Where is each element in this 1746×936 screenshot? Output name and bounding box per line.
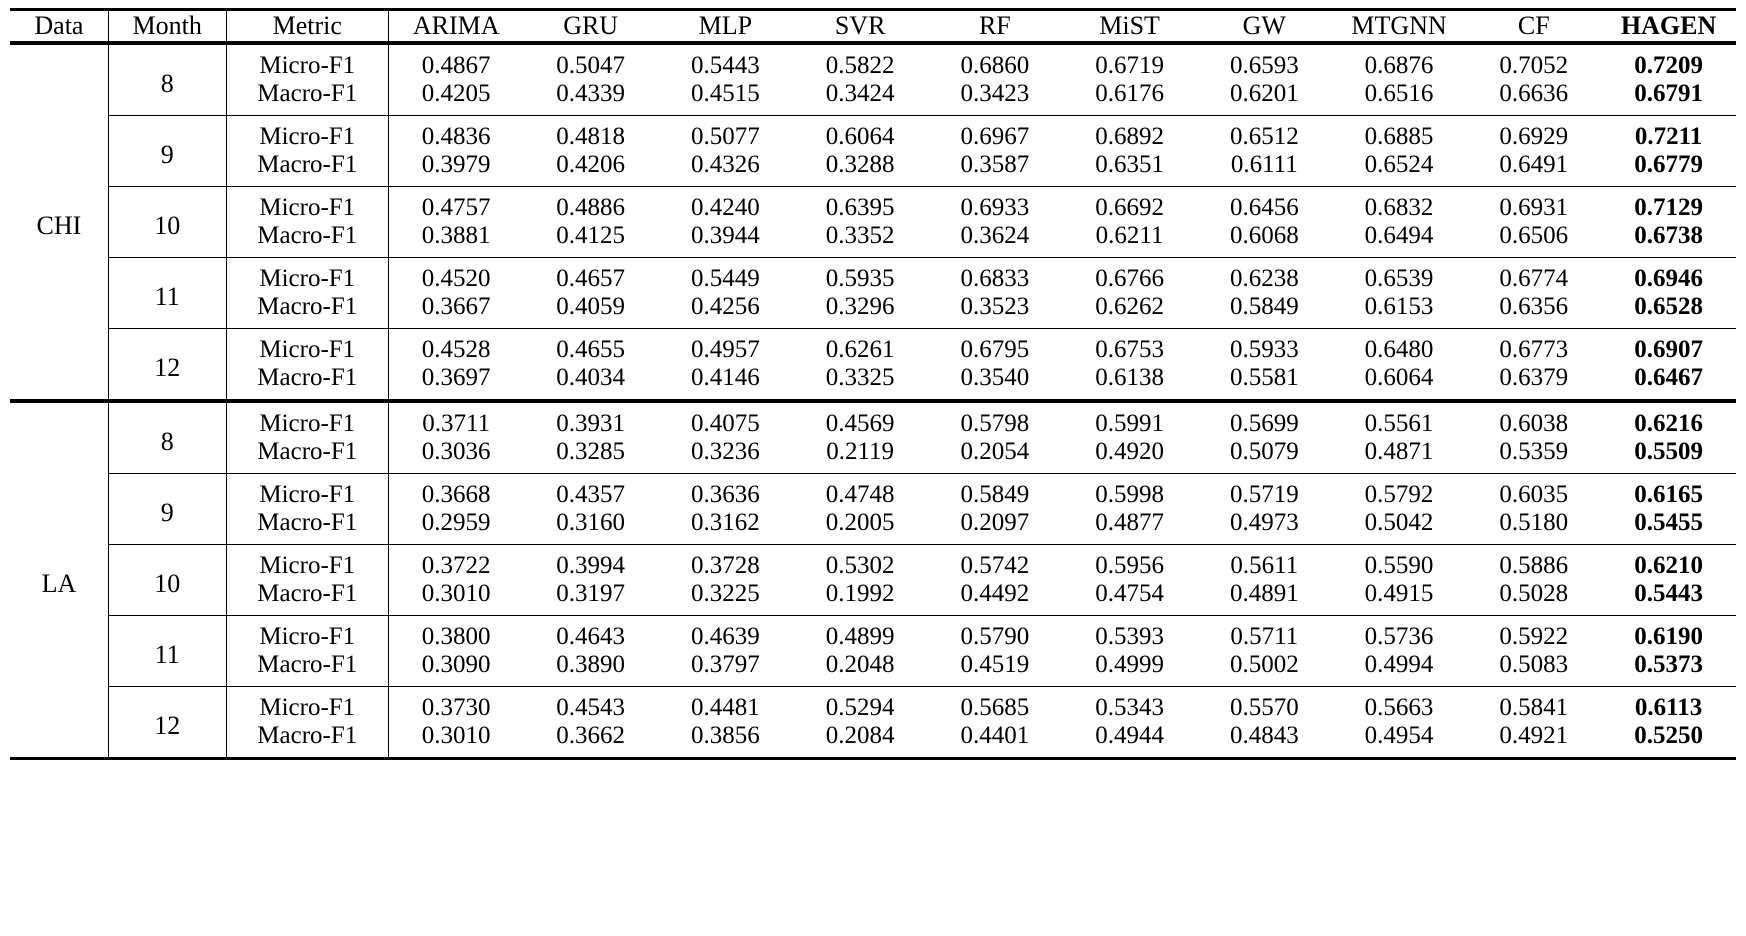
cell-cf: 0.5180 xyxy=(1499,509,1569,536)
cell-rf: 0.6833 xyxy=(927,258,1062,294)
month-label-chi-10: 10 xyxy=(108,187,226,258)
cell-hagen: 0.7209 xyxy=(1634,52,1703,79)
metric-label: Macro-F1 xyxy=(226,151,389,187)
cell-gru: 0.3285 xyxy=(556,438,626,465)
cell-mtgnn: 0.5561 xyxy=(1364,410,1434,437)
column-header-metric: Metric xyxy=(226,11,389,43)
cell-mist: 0.4944 xyxy=(1095,722,1164,749)
metric-label: Micro-F1 xyxy=(226,258,389,294)
month-label-chi-12: 12 xyxy=(108,329,226,401)
cell-mist: 0.4877 xyxy=(1095,509,1164,536)
cell-gru: 0.4034 xyxy=(556,364,626,391)
cell-hagen: 0.7129 xyxy=(1601,187,1736,223)
cell-mist: 0.6692 xyxy=(1062,187,1197,223)
cell-mtgnn: 0.5590 xyxy=(1332,545,1467,581)
cell-gru: 0.3890 xyxy=(556,651,626,678)
table-row xyxy=(10,616,1736,652)
column-header-cf: CF xyxy=(1517,11,1550,40)
metric-label: Macro-F1 xyxy=(226,293,389,329)
cell-gw: 0.6512 xyxy=(1197,116,1332,152)
dataset-label-la: LA xyxy=(41,568,77,598)
cell-arima: 0.3979 xyxy=(389,151,524,187)
cell-rf: 0.5742 xyxy=(927,545,1062,581)
cell-gw: 0.5002 xyxy=(1229,651,1299,678)
metric-label: Macro-F1 xyxy=(226,222,389,258)
cell-hagen: 0.6946 xyxy=(1601,258,1736,294)
month-label-chi-9: 9 xyxy=(108,116,226,187)
cell-mlp: 0.3797 xyxy=(691,651,760,678)
cell-gw: 0.6068 xyxy=(1229,222,1299,249)
cell-arima: 0.4520 xyxy=(389,258,524,294)
cell-mtgnn: 0.6876 xyxy=(1364,52,1434,79)
metric-label: Macro-F1 xyxy=(226,722,389,759)
cell-gw: 0.5699 xyxy=(1229,410,1299,437)
cell-gw: 0.6238 xyxy=(1197,258,1332,294)
column-header-mist: MiST xyxy=(1099,11,1160,40)
cell-rf: 0.6933 xyxy=(927,187,1062,223)
metric-label: Macro-F1 xyxy=(226,580,389,616)
cell-gw: 0.6111 xyxy=(1230,151,1298,178)
cell-hagen: 0.6738 xyxy=(1634,222,1703,249)
cell-rf: 0.2054 xyxy=(960,438,1030,465)
table-row xyxy=(10,509,1736,545)
metric-label: Macro-F1 xyxy=(226,364,389,401)
cell-mlp: 0.3636 xyxy=(658,474,793,510)
cell-arima: 0.3010 xyxy=(389,580,524,616)
cell-hagen: 0.5250 xyxy=(1634,722,1703,749)
cell-hagen: 0.6528 xyxy=(1634,293,1703,320)
month-label-la-10: 10 xyxy=(108,545,226,616)
cell-mlp: 0.4481 xyxy=(658,687,793,723)
cell-mist: 0.4754 xyxy=(1095,580,1164,607)
cell-hagen: 0.6190 xyxy=(1601,616,1736,652)
cell-svr: 0.4748 xyxy=(793,474,928,510)
metric-label: Micro-F1 xyxy=(226,116,389,152)
metric-label: Micro-F1 xyxy=(226,545,389,581)
cell-svr: 0.4899 xyxy=(793,616,928,652)
column-header-arima: ARIMA xyxy=(389,11,524,43)
column-header-svr: SVR xyxy=(834,11,886,40)
cell-gw: 0.4891 xyxy=(1229,580,1299,607)
column-header-data: Data xyxy=(34,11,84,40)
column-header-gw: GW xyxy=(1242,11,1286,40)
cell-svr: 0.4569 xyxy=(825,410,895,437)
cell-gru: 0.5047 xyxy=(556,52,626,79)
cell-gru: 0.4818 xyxy=(523,116,658,152)
cell-mist: 0.5393 xyxy=(1062,616,1197,652)
metric-label: Micro-F1 xyxy=(226,329,389,365)
cell-cf: 0.6491 xyxy=(1499,151,1569,178)
cell-mlp: 0.4146 xyxy=(691,364,760,391)
metric-label: Micro-F1 xyxy=(226,474,389,510)
cell-mtgnn: 0.5792 xyxy=(1332,474,1467,510)
results-table xyxy=(10,8,1736,760)
cell-rf: 0.5849 xyxy=(927,474,1062,510)
cell-svr: 0.3288 xyxy=(825,151,895,178)
cell-hagen: 0.6210 xyxy=(1601,545,1736,581)
cell-arima: 0.3036 xyxy=(389,438,524,474)
metric-label: Macro-F1 xyxy=(226,509,389,545)
cell-arima: 0.3010 xyxy=(389,722,524,759)
cell-mtgnn: 0.6524 xyxy=(1364,151,1434,178)
cell-cf: 0.6356 xyxy=(1499,293,1569,320)
cell-gru: 0.3994 xyxy=(523,545,658,581)
cell-hagen: 0.6467 xyxy=(1634,364,1703,391)
cell-mlp: 0.3162 xyxy=(691,509,760,536)
cell-mist: 0.5998 xyxy=(1062,474,1197,510)
cell-mlp: 0.3856 xyxy=(691,722,760,749)
table-row xyxy=(10,580,1736,616)
cell-rf: 0.6860 xyxy=(960,52,1030,79)
cell-gw: 0.5611 xyxy=(1197,545,1332,581)
cell-gw: 0.5849 xyxy=(1229,293,1299,320)
cell-mtgnn: 0.6153 xyxy=(1364,293,1434,320)
cell-cf: 0.6774 xyxy=(1466,258,1601,294)
metric-label: Micro-F1 xyxy=(226,187,389,223)
cell-gw: 0.5570 xyxy=(1197,687,1332,723)
cell-mlp: 0.4256 xyxy=(691,293,760,320)
cell-mtgnn: 0.4994 xyxy=(1364,651,1434,678)
cell-mist: 0.6351 xyxy=(1095,151,1164,178)
cell-arima: 0.3090 xyxy=(389,651,524,687)
cell-gru: 0.4206 xyxy=(556,151,626,178)
cell-mist: 0.6766 xyxy=(1062,258,1197,294)
cell-svr: 0.1992 xyxy=(825,580,895,607)
cell-cf: 0.6929 xyxy=(1466,116,1601,152)
month-label-chi-8: 8 xyxy=(108,45,226,116)
cell-mlp: 0.4326 xyxy=(691,151,760,178)
table-row xyxy=(10,80,1736,116)
cell-mtgnn: 0.6885 xyxy=(1332,116,1467,152)
cell-arima: 0.4205 xyxy=(389,80,524,116)
cell-mlp: 0.4639 xyxy=(658,616,793,652)
cell-cf: 0.6035 xyxy=(1466,474,1601,510)
table-row xyxy=(10,545,1736,581)
cell-arima: 0.3711 xyxy=(389,403,524,438)
cell-gw: 0.5719 xyxy=(1197,474,1332,510)
column-header-rf: RF xyxy=(978,11,1011,40)
cell-mtgnn: 0.6480 xyxy=(1332,329,1467,365)
cell-mist: 0.6753 xyxy=(1062,329,1197,365)
cell-gru: 0.3197 xyxy=(556,580,626,607)
table-row xyxy=(10,474,1736,510)
cell-gru: 0.4655 xyxy=(523,329,658,365)
cell-svr: 0.5302 xyxy=(793,545,928,581)
cell-cf: 0.4921 xyxy=(1499,722,1569,749)
cell-mlp: 0.5077 xyxy=(658,116,793,152)
cell-cf: 0.5028 xyxy=(1499,580,1569,607)
cell-mlp: 0.5443 xyxy=(691,52,760,79)
month-label-la-8: 8 xyxy=(108,403,226,474)
cell-mist: 0.5343 xyxy=(1062,687,1197,723)
cell-cf: 0.6506 xyxy=(1499,222,1569,249)
cell-arima: 0.3722 xyxy=(389,545,524,581)
cell-arima: 0.4757 xyxy=(389,187,524,223)
cell-mtgnn: 0.4915 xyxy=(1364,580,1434,607)
table-row xyxy=(10,116,1736,152)
cell-mtgnn: 0.5042 xyxy=(1364,509,1434,536)
cell-mtgnn: 0.6516 xyxy=(1364,80,1434,107)
metric-label: Micro-F1 xyxy=(226,687,389,723)
cell-rf: 0.5790 xyxy=(927,616,1062,652)
cell-rf: 0.5685 xyxy=(927,687,1062,723)
cell-mist: 0.4920 xyxy=(1095,438,1164,465)
cell-hagen: 0.6791 xyxy=(1634,80,1703,107)
metric-label: Macro-F1 xyxy=(226,80,389,116)
cell-arima: 0.3881 xyxy=(389,222,524,258)
month-label-la-11: 11 xyxy=(108,616,226,687)
cell-arima: 0.4528 xyxy=(389,329,524,365)
cell-mlp: 0.3236 xyxy=(691,438,760,465)
cell-hagen: 0.5373 xyxy=(1634,651,1703,678)
cell-mist: 0.5956 xyxy=(1062,545,1197,581)
table-row xyxy=(10,364,1736,401)
column-header-gru: GRU xyxy=(563,11,619,40)
table-row xyxy=(10,722,1736,759)
cell-mlp: 0.4075 xyxy=(691,410,760,437)
cell-arima: 0.3667 xyxy=(389,293,524,329)
cell-svr: 0.5294 xyxy=(793,687,928,723)
column-header-mtgnn: MTGNN xyxy=(1351,11,1447,40)
cell-mlp: 0.3944 xyxy=(691,222,760,249)
cell-cf: 0.6636 xyxy=(1499,80,1569,107)
metric-label: Macro-F1 xyxy=(226,438,389,474)
cell-svr: 0.5822 xyxy=(825,52,895,79)
table-header-row xyxy=(10,11,1736,43)
table-row xyxy=(10,329,1736,365)
table-row xyxy=(10,438,1736,474)
cell-gru: 0.4886 xyxy=(523,187,658,223)
cell-gw: 0.6456 xyxy=(1197,187,1332,223)
cell-mlp: 0.4515 xyxy=(691,80,760,107)
cell-rf: 0.4492 xyxy=(960,580,1030,607)
cell-cf: 0.5886 xyxy=(1466,545,1601,581)
cell-mlp: 0.4240 xyxy=(658,187,793,223)
cell-rf: 0.5798 xyxy=(960,410,1030,437)
cell-cf: 0.5922 xyxy=(1466,616,1601,652)
cell-arima: 0.3697 xyxy=(389,364,524,401)
cell-mtgnn: 0.6064 xyxy=(1364,364,1434,391)
cell-rf: 0.2097 xyxy=(960,509,1030,536)
table-row xyxy=(10,403,1736,438)
cell-cf: 0.5841 xyxy=(1466,687,1601,723)
cell-gw: 0.5711 xyxy=(1197,616,1332,652)
cell-mtgnn: 0.4954 xyxy=(1364,722,1434,749)
dataset-label-chi: CHI xyxy=(36,210,82,240)
cell-svr: 0.3296 xyxy=(825,293,895,320)
table-bottom-rule xyxy=(10,759,1736,761)
month-label-la-12: 12 xyxy=(108,687,226,759)
cell-arima: 0.4836 xyxy=(389,116,524,152)
cell-mtgnn: 0.5736 xyxy=(1332,616,1467,652)
cell-gru: 0.4125 xyxy=(556,222,626,249)
cell-rf: 0.3624 xyxy=(960,222,1030,249)
month-label-la-9: 9 xyxy=(108,474,226,545)
cell-cf: 0.6931 xyxy=(1466,187,1601,223)
cell-rf: 0.6967 xyxy=(927,116,1062,152)
cell-mtgnn: 0.6494 xyxy=(1364,222,1434,249)
cell-mtgnn: 0.6539 xyxy=(1332,258,1467,294)
cell-rf: 0.3540 xyxy=(960,364,1030,391)
cell-rf: 0.4401 xyxy=(960,722,1030,749)
cell-mtgnn: 0.6832 xyxy=(1332,187,1467,223)
cell-svr: 0.6261 xyxy=(793,329,928,365)
cell-svr: 0.3352 xyxy=(825,222,895,249)
table-row xyxy=(10,687,1736,723)
metric-label: Micro-F1 xyxy=(226,45,389,80)
cell-mist: 0.6719 xyxy=(1095,52,1164,79)
cell-svr: 0.6395 xyxy=(793,187,928,223)
cell-hagen: 0.6165 xyxy=(1601,474,1736,510)
cell-gru: 0.4543 xyxy=(523,687,658,723)
table-row xyxy=(10,651,1736,687)
cell-svr: 0.2005 xyxy=(825,509,895,536)
cell-rf: 0.3587 xyxy=(960,151,1030,178)
table-row xyxy=(10,151,1736,187)
cell-gru: 0.4357 xyxy=(523,474,658,510)
cell-gru: 0.3662 xyxy=(556,722,626,749)
cell-gw: 0.5079 xyxy=(1229,438,1299,465)
metric-label: Micro-F1 xyxy=(226,403,389,438)
cell-mlp: 0.5449 xyxy=(658,258,793,294)
cell-hagen: 0.5455 xyxy=(1634,509,1703,536)
cell-mist: 0.6211 xyxy=(1095,222,1164,249)
cell-arima: 0.2959 xyxy=(389,509,524,545)
cell-mist: 0.6138 xyxy=(1095,364,1164,391)
cell-arima: 0.3730 xyxy=(389,687,524,723)
cell-hagen: 0.6907 xyxy=(1601,329,1736,365)
table-row xyxy=(10,222,1736,258)
cell-hagen: 0.6216 xyxy=(1634,410,1703,437)
table-row xyxy=(10,293,1736,329)
column-header-hagen: HAGEN xyxy=(1620,11,1717,40)
cell-mist: 0.6176 xyxy=(1095,80,1164,107)
cell-cf: 0.7052 xyxy=(1499,52,1569,79)
cell-svr: 0.2048 xyxy=(825,651,895,678)
cell-hagen: 0.6113 xyxy=(1601,687,1736,723)
cell-cf: 0.5083 xyxy=(1499,651,1569,678)
cell-gw: 0.6593 xyxy=(1229,52,1299,79)
cell-hagen: 0.5443 xyxy=(1634,580,1703,607)
table-row xyxy=(10,45,1736,80)
cell-svr: 0.3424 xyxy=(825,80,895,107)
cell-svr: 0.2119 xyxy=(826,438,895,465)
cell-cf: 0.6773 xyxy=(1466,329,1601,365)
table-row xyxy=(10,187,1736,223)
month-label-chi-11: 11 xyxy=(108,258,226,329)
cell-mlp: 0.4957 xyxy=(658,329,793,365)
cell-mist: 0.5991 xyxy=(1095,410,1164,437)
cell-mist: 0.6892 xyxy=(1062,116,1197,152)
cell-mist: 0.4999 xyxy=(1095,651,1164,678)
cell-svr: 0.5935 xyxy=(793,258,928,294)
column-header-month: Month xyxy=(108,11,226,43)
cell-cf: 0.6038 xyxy=(1499,410,1569,437)
cell-rf: 0.6795 xyxy=(927,329,1062,365)
cell-rf: 0.3523 xyxy=(960,293,1030,320)
cell-mlp: 0.3728 xyxy=(658,545,793,581)
cell-rf: 0.4519 xyxy=(960,651,1030,678)
cell-gw: 0.4973 xyxy=(1229,509,1299,536)
cell-svr: 0.2084 xyxy=(825,722,895,749)
table-row xyxy=(10,258,1736,294)
cell-hagen: 0.5509 xyxy=(1634,438,1703,465)
cell-mlp: 0.3225 xyxy=(691,580,760,607)
metric-label: Macro-F1 xyxy=(226,651,389,687)
cell-arima: 0.4867 xyxy=(389,45,524,80)
cell-hagen: 0.6779 xyxy=(1634,151,1703,178)
column-header-mlp: MLP xyxy=(698,11,753,40)
cell-svr: 0.6064 xyxy=(793,116,928,152)
cell-gw: 0.6201 xyxy=(1229,80,1299,107)
cell-gru: 0.3160 xyxy=(556,509,626,536)
cell-mist: 0.6262 xyxy=(1095,293,1164,320)
cell-rf: 0.3423 xyxy=(960,80,1030,107)
cell-gw: 0.5933 xyxy=(1197,329,1332,365)
cell-mtgnn: 0.4871 xyxy=(1364,438,1434,465)
cell-gw: 0.4843 xyxy=(1229,722,1299,749)
cell-gru: 0.4059 xyxy=(556,293,626,320)
cell-cf: 0.5359 xyxy=(1499,438,1569,465)
cell-svr: 0.3325 xyxy=(825,364,895,391)
cell-mtgnn: 0.5663 xyxy=(1332,687,1467,723)
cell-cf: 0.6379 xyxy=(1499,364,1569,391)
metric-label: Micro-F1 xyxy=(226,616,389,652)
cell-gw: 0.5581 xyxy=(1229,364,1299,391)
cell-gru: 0.4643 xyxy=(523,616,658,652)
cell-gru: 0.3931 xyxy=(556,410,626,437)
cell-arima: 0.3668 xyxy=(389,474,524,510)
cell-arima: 0.3800 xyxy=(389,616,524,652)
cell-gru: 0.4657 xyxy=(523,258,658,294)
cell-gru: 0.4339 xyxy=(556,80,626,107)
cell-hagen: 0.7211 xyxy=(1601,116,1736,152)
